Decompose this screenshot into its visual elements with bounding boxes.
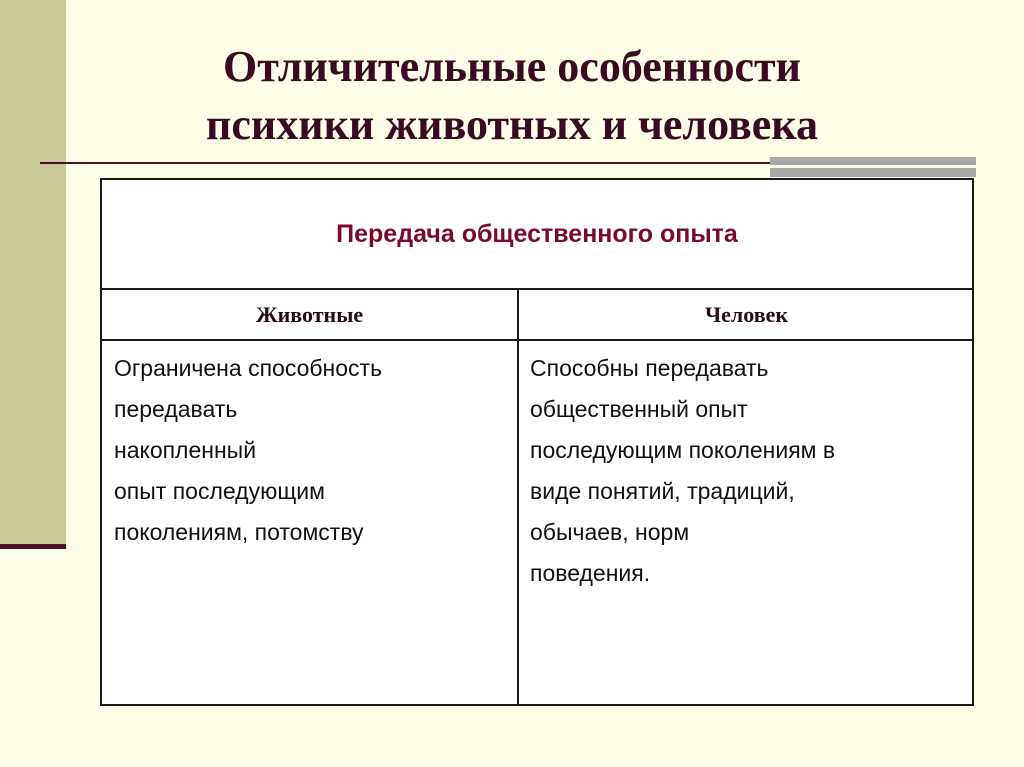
row-divider xyxy=(102,339,972,341)
left-decor-underline xyxy=(0,544,66,549)
left-decor-bar xyxy=(0,0,66,544)
cell-animals-line: накопленный xyxy=(114,437,257,463)
cell-animals-line: Ограничена способность xyxy=(114,355,383,381)
cell-animals-line: передавать xyxy=(114,396,238,422)
cell-human-line: обычаев, норм xyxy=(530,519,690,545)
cell-human xyxy=(530,348,960,594)
column-header-animals: Животные xyxy=(255,302,364,327)
cell-animals xyxy=(114,348,509,553)
cell-animals-line: поколениям, потомству xyxy=(114,519,364,545)
title-accent-bar xyxy=(770,157,976,177)
comparison-table xyxy=(100,178,974,706)
column-divider xyxy=(517,290,519,706)
table-header: Передача общественного опыта xyxy=(102,180,972,290)
cell-human-line: Способны передавать xyxy=(530,355,769,381)
cell-human-line: виде понятий, традиций, xyxy=(530,478,795,504)
cell-human-line: поведения. xyxy=(530,560,651,586)
slide-title-line-2: психики животных и человека xyxy=(205,100,818,149)
slide-title-line-1: Отличительные особенности xyxy=(223,42,801,91)
cell-human-line: общественный опыт xyxy=(530,396,748,422)
slide-title xyxy=(66,38,958,154)
cell-human-line: последующим поколениям в xyxy=(530,437,836,463)
cell-animals-line: опыт последующим xyxy=(114,478,325,504)
column-header-human: Человек xyxy=(704,302,789,327)
